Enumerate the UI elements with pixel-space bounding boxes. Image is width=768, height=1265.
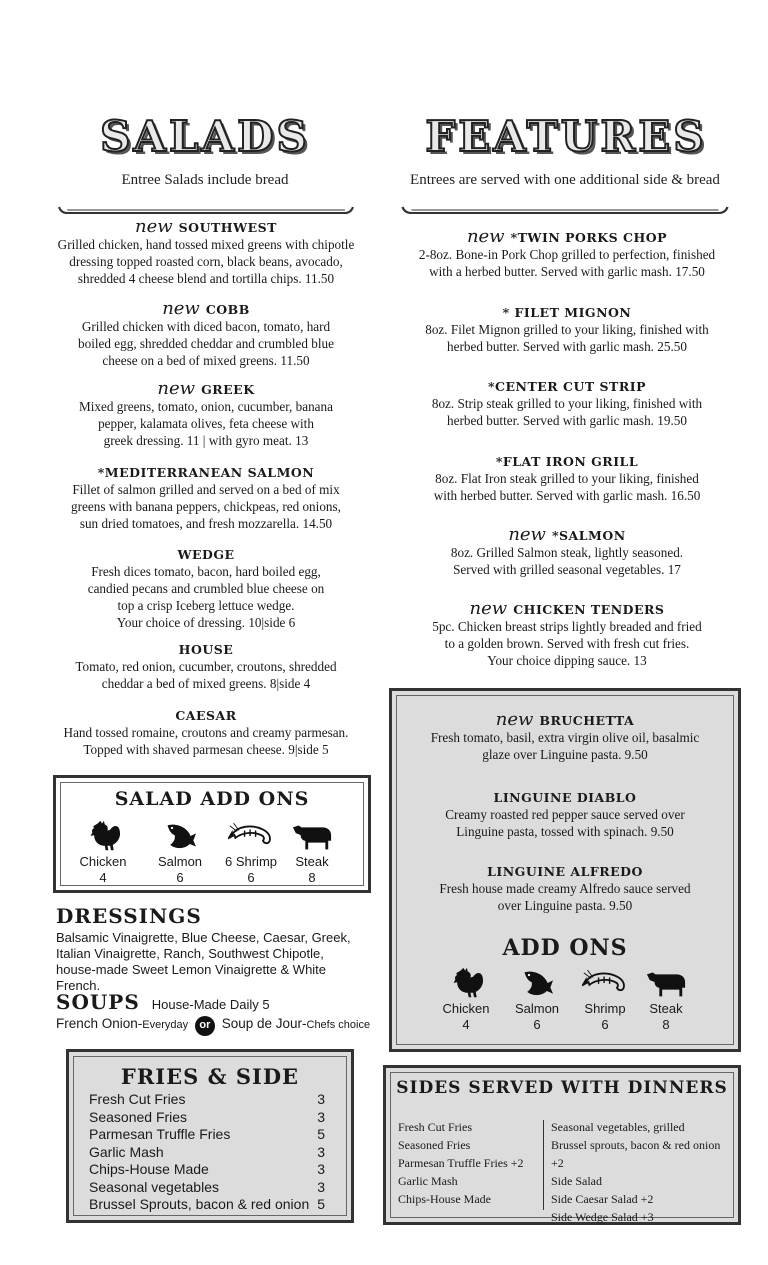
new-badge: new [466,226,505,247]
list-item: Seasonal vegetables 3 [89,1178,325,1195]
addon-label: 6 Shrimp [224,854,278,869]
dressings-text: Balsamic Vinaigrette, Blue Cheese, Caesar, Greek, Italian Vinaigrette, Ranch, Southwest Chipotle, house-made Sweet Lemon Vinaigrette & White French. [56,930,351,993]
item-name: CHICKEN TENDERS [513,602,665,617]
item-desc: Creamy roasted red pepper sauce served over Linguine pasta, tossed with spinach. 9.50 [445,807,685,839]
list-item: Chips-House Made 3 [89,1161,325,1177]
addon-label: Steak [649,1001,683,1016]
list-item: Seasoned Fries 3 [89,1108,325,1125]
item-name: *TWIN PORKS CHOP [510,230,668,245]
salad-item-cobb [40,300,372,369]
steak-icon [645,967,687,999]
addon-shrimp [216,820,286,886]
item-name: *FLAT IRON GRILL [495,454,639,469]
new-badge: new [135,216,173,237]
fries-title: FRIES & SIDE [120,1064,300,1089]
salad-item-house [40,641,372,692]
feature-item-chicken-tenders [392,600,742,669]
item-desc: 8oz. Strip steak grilled to your liking, finished with herbed butter. Served with garlic mash. 19.50 [431,396,703,428]
soups-options [56,1016,376,1036]
salad-addons-title: SALAD ADD ONS [114,788,310,810]
item-desc: Grilled chicken, hand tossed mixed greens with chipotle dressing topped roasted corn, black beans, avocado, shredded 4 cheese blend and tortilla chips. 11.50 [57,237,355,286]
feature-item-flat-iron [392,453,742,504]
sides-right-list [551,1118,736,1226]
list-item: Garlic Mash [398,1174,458,1188]
item-desc: 8oz. Grilled Salmon steak, lightly seasoned. Served with grilled seasonal vegetables. 17 [450,545,684,577]
list-item: Fresh Cut Fries 3 [89,1091,325,1107]
new-badge: new [162,298,200,319]
item-name: HOUSE [178,642,234,657]
list-item: Side Salad [551,1174,602,1188]
list-item: Chips-House Made [398,1192,491,1206]
salads-title: SALADS [100,112,310,161]
addon-label: Steak [295,854,329,869]
pasta-box [389,688,741,1052]
chicken-icon [448,967,484,999]
item-desc: Tomato, red onion, cucumber, croutons, shredded cheddar a bed of mixed greens. 8|side 4 [75,659,337,691]
item-desc: 8oz. Filet Mignon grilled to your liking, finished with herbed butter. Served with garlic mash. 25.50 [425,322,709,354]
list-item: Side Caesar Salad +2 [551,1192,654,1206]
item-name: CAESAR [175,708,237,723]
soup-option-1-note: Everyday [142,1019,189,1031]
item-name: WEDGE [177,547,235,562]
list-item: Brussel sprouts, bacon & red onion +2 [551,1138,721,1170]
feature-item-salmon [392,526,742,578]
new-badge: new [508,524,546,545]
addon-label: Shrimp [584,1001,626,1016]
salad-item-caesar [40,707,372,758]
salads-divider [55,205,357,215]
addon-price: 6 [533,1017,541,1032]
addon-steak [629,967,703,1033]
item-name: LINGUINE DIABLO [493,790,637,805]
list-item: Parmesan Truffle Fries 5 [89,1126,325,1142]
list-item: Seasoned Fries [398,1138,471,1152]
feature-item-center-cut-strip [392,378,742,429]
chicken-icon [85,820,121,852]
feature-item-pork-chop [392,228,742,280]
addon-label: Salmon [514,1001,560,1016]
item-desc: Grilled chicken with diced bacon, tomato, hard boiled egg, shredded cheddar and crumbled blue cheese on a bed of mixed greens. 11.50 [78,319,334,368]
shrimp-icon [228,820,274,852]
addon-price: 8 [308,870,316,885]
shrimp-icon [582,967,628,999]
item-name: *SALMON [551,528,626,543]
item-desc: 8oz. Flat Iron steak grilled to your liking, finished with herbed butter. Served with garlic mash. 16.50 [433,471,701,503]
pasta-item-bruchetta [397,711,733,763]
fries-list [89,1091,325,1214]
item-desc: Fillet of salmon grilled and served on a bed of mix greens with banana peppers, chickpeas, red onions, sun dried tomatoes, and fresh mozzarella. 14.50 [71,482,341,531]
list-item: Brussel Sprouts, bacon & red onion 5 [89,1196,325,1212]
salmon-icon [519,967,555,999]
addon-price: 4 [99,870,107,885]
sides-left-list [398,1118,543,1208]
addon-chicken [68,820,138,886]
item-desc: 5pc. Chicken breast strips lightly breaded and fried to a golden brown. Served with fresh cut fries. Your choice dipping sauce. 13 [432,619,702,668]
or-badge: or [195,1016,215,1036]
item-desc: 2-8oz. Bone-in Pork Chop grilled to perfection, finished with a herbed butter. Served with garlic mash. 17.50 [418,247,716,279]
features-title: FEATURES [425,112,707,161]
item-name: *CENTER CUT STRIP [488,379,646,394]
pasta-item-alfredo [397,863,733,914]
item-name: BRUCHETTA [539,713,635,728]
list-item: Garlic Mash 3 [89,1143,325,1160]
item-name: GREEK [201,382,255,397]
list-item: Side Wedge Salad +3 [551,1210,654,1224]
salad-item-mediterranean-salmon [40,464,372,532]
list-item: Fresh Cut Fries [398,1120,473,1134]
salad-item-greek [40,380,372,449]
new-badge: new [469,598,508,619]
soups-sub: House-Made Daily 5 [151,997,270,1012]
fries-box [66,1049,354,1223]
item-desc: Mixed greens, tomato, onion, cucumber, banana pepper, kalamata olives, feta cheese with greek dressing. 11 | with gyro meat. 13 [79,399,333,448]
item-desc: Hand tossed romaine, croutons and creamy parmesan. Topped with shaved parmesan cheese. 9|side 5 [63,725,349,757]
steak-icon [291,820,333,852]
list-item: Parmesan Truffle Fries +2 [398,1156,524,1170]
addons-title: ADD ONS [502,935,628,961]
item-desc: Fresh dices tomato, bacon, hard boiled egg, candied pecans and crumbled blue cheese on top a crisp Iceberg lettuce wedge. Your choice of dressing. 10|side 6 [87,564,325,630]
addon-salmon [145,820,215,886]
features-subtitle: Entrees are served with one additional side & bread [410,172,720,188]
addon-price: 6 [176,870,184,885]
item-name: LINGUINE ALFREDO [487,864,643,879]
list-item: Seasonal vegetables, grilled [551,1120,685,1134]
item-name: COBB [205,302,250,317]
soups-header [56,990,376,1014]
addon-label: Chicken [442,1001,490,1016]
salad-item-wedge [40,546,372,631]
addon-price: 8 [662,1017,670,1032]
sides-dinner-title: SIDES SERVED WITH DINNERS [396,1078,728,1098]
sides-column-divider [543,1120,544,1210]
item-name: * FILET MIGNON [502,305,632,320]
soup-option-2: Soup de Jour- [221,1016,307,1031]
soup-option-2-note: Chefs choice [306,1019,371,1031]
salmon-icon [162,820,198,852]
new-badge: new [495,709,534,730]
addon-price: 6 [601,1017,609,1032]
addon-salmon [500,967,574,1033]
item-name: *MEDITERRANEAN SALMON [97,465,315,480]
soups-title: SOUPS [56,990,140,1014]
item-name: SOUTHWEST [178,220,277,235]
salads-subtitle: Entree Salads include bread [121,172,289,188]
addon-label: Chicken [79,854,127,869]
addon-price: 6 [247,870,255,885]
item-desc: Fresh tomato, basil, extra virgin olive oil, basalmic glaze over Linguine pasta. 9.50 [430,730,700,762]
pasta-item-diablo [397,789,733,840]
features-divider [398,205,732,215]
addon-steak [277,820,347,886]
salad-item-southwest [40,218,372,287]
sides-dinner-box [383,1065,741,1225]
salad-addons-box [53,775,371,893]
new-badge: new [157,378,196,399]
feature-item-filet-mignon [392,304,742,355]
addon-chicken [429,967,503,1033]
addon-label: Salmon [157,854,203,869]
addon-price: 4 [462,1017,470,1032]
soup-option-1: French Onion- [56,1016,143,1031]
item-desc: Fresh house made creamy Alfredo sauce served over Linguine pasta. 9.50 [439,881,691,913]
dressings-title: DRESSINGS [56,904,202,928]
